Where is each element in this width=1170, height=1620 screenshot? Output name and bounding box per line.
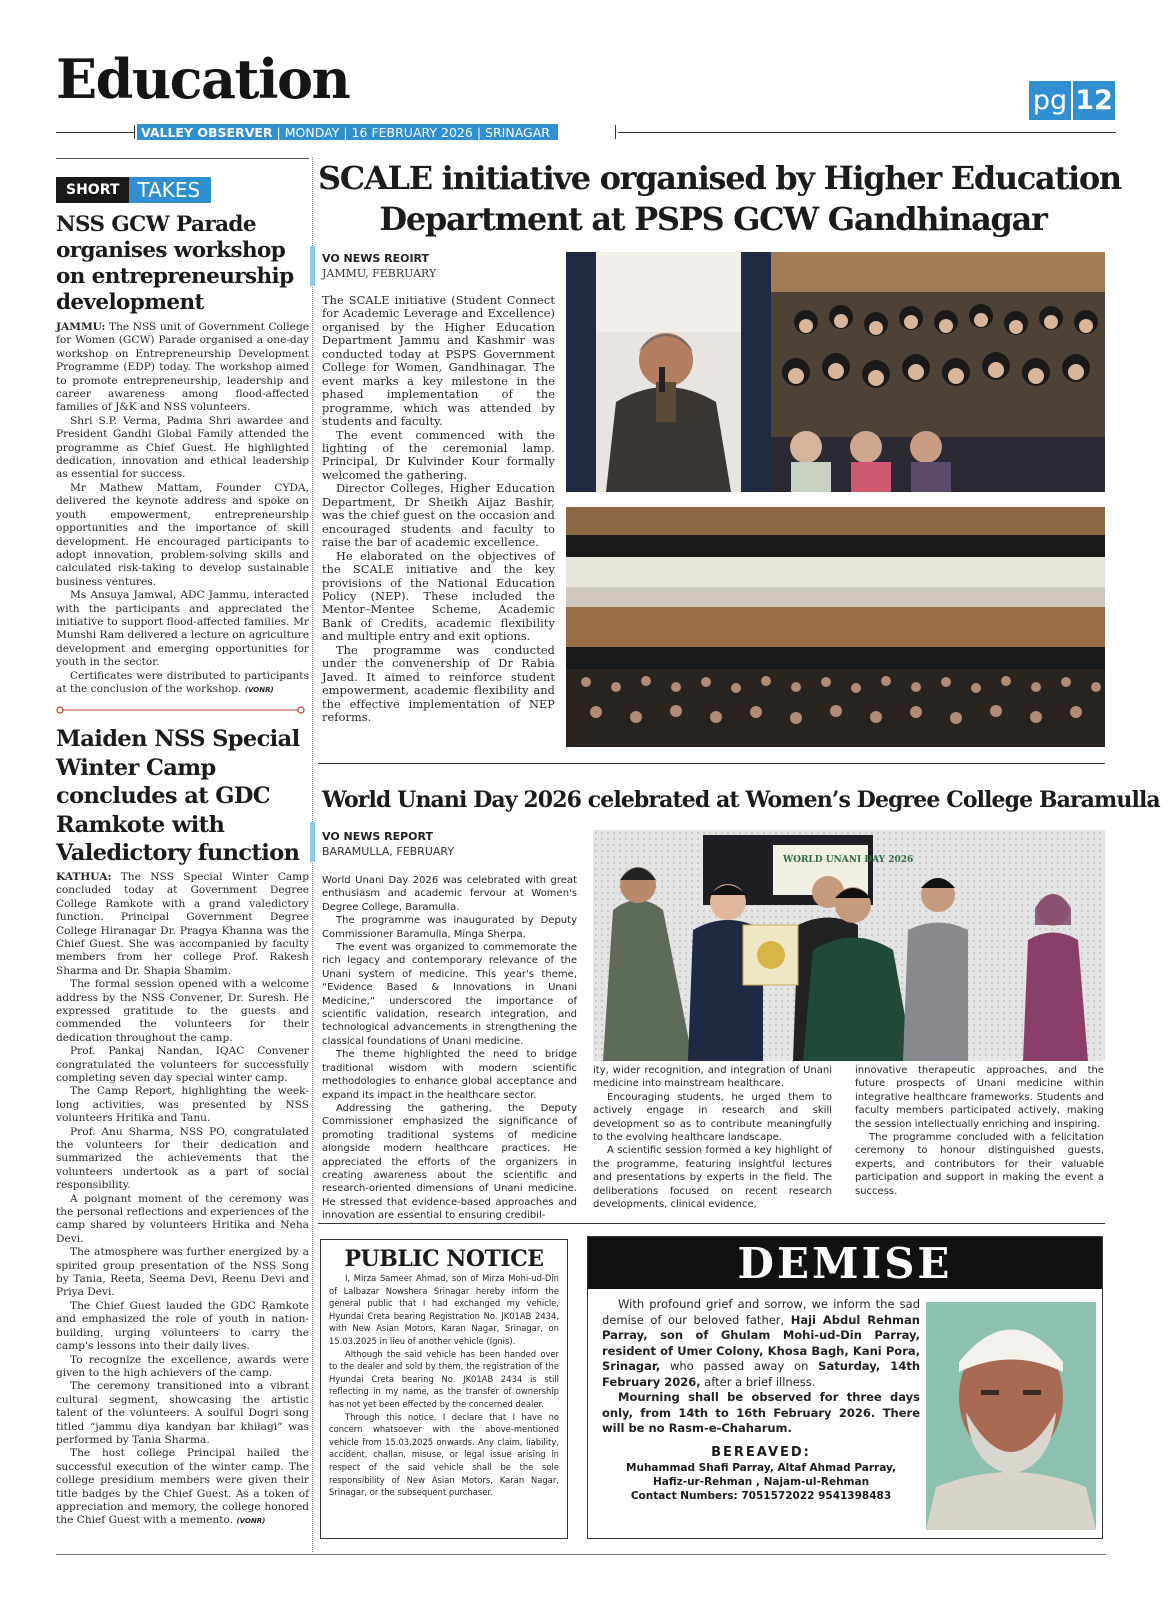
- paragraph: A poignant moment of the ceremony was the personal reflections and experiences of the camp shared by volunteers Hritika and Neha Devi.: [56, 1192, 309, 1245]
- bereaved-label: BEREAVED:: [711, 1444, 811, 1460]
- bereaved-block: [602, 1445, 920, 1503]
- photo-unani-felicitation: [593, 830, 1105, 1061]
- header-rule-tick: [615, 125, 616, 139]
- short-label: SHORT: [56, 177, 129, 203]
- paragraph: The SCALE initiative (Student Connect for Academic Leverage and Excellence) organised by the Higher Education Department Jammu and Kashmir was conducted today at PSPS Government College for Women, Gandhinagar. The event marks a key milestone in the phased implementation of the programme, which was attended by students and faculty.: [322, 294, 555, 429]
- story-dateline: JAMMU:: [56, 321, 106, 333]
- story-headline: NSS GCW Parade organises workshop on entrepreneurship development: [56, 212, 294, 315]
- section-rule: [318, 763, 1105, 764]
- headline-line: Department at PSPS GCW Gandhinagar: [379, 200, 1047, 238]
- column-top-rule: [56, 158, 309, 159]
- short-takes-label: [56, 177, 211, 203]
- unani-story-col1: [322, 874, 577, 1223]
- paragraph: Prof. Anu Sharma, NSS PO, congratulated the volunteers for their dedication and summarized the achievements that the volunteers undertook as a part of social responsibility.: [56, 1125, 309, 1192]
- paragraph: The programme was inaugurated by Deputy Commissioner Baramulla, Minga Sherpa.: [322, 915, 577, 940]
- dateline-city: SRINAGAR: [485, 124, 550, 140]
- dateline-separator: |: [476, 124, 482, 140]
- text-run: who passed away on: [660, 1359, 819, 1373]
- event-photo-speaker: [566, 252, 1105, 492]
- dateline-separator: |: [276, 124, 281, 140]
- unani-story-col3: [855, 1064, 1104, 1198]
- paragraph: The host college Principal hailed the successful execution of the winter camp. The college presidium members were given their title badges by the Chief Guest. As a token of appreciation and memory, the college honored the Chief Guest with a memento.: [56, 1447, 309, 1527]
- paragraph: A scientific session formed a key highlight of the programme, featuring insightful lectures and presentations by experts in the field. The deliberations focused on recent research developments, clinical evidence,: [593, 1145, 832, 1211]
- paragraph: Although the said vehicle has been handed over to the dealer and sold by them, the registration of the Hyundai Creta bearing No. JK01AB 2434 is still reflecting in my name, as the transfer of ownership has not yet been effected by the concerned dealer.: [329, 1348, 559, 1409]
- second-headline: World Unani Day 2026 celebrated at Women’s Degree College Baramulla: [322, 787, 1160, 813]
- story-place: JAMMU, FEBRUARY: [322, 267, 437, 280]
- section-rule: [318, 1223, 1105, 1224]
- page-number-badge: [1029, 81, 1115, 120]
- story-body: [56, 321, 309, 697]
- paragraph: World Unani Day 2026 was celebrated with great enthusiasm and academic fervour at Women's Degree College, Baramulla.: [322, 875, 577, 913]
- page-prefix: pg: [1029, 81, 1071, 120]
- photo-banner-text: WORLD UNANI DAY 2026: [783, 855, 914, 865]
- dateline-day: MONDAY: [284, 124, 340, 140]
- page-bottom-rule: [56, 1554, 1106, 1555]
- photo-speaker-audience: [566, 252, 1105, 492]
- paragraph: The ceremony transitioned into a vibrant cultural segment, showcasing the artistic talent of the volunteers. A soulful Dogri song titled “jammu diya kandyan bar khilagi” was performed by Tania Sharma.: [56, 1380, 309, 1446]
- takes-label: TAKES: [129, 177, 211, 203]
- dateline-date: 16 FEBRUARY 2026: [351, 124, 473, 140]
- story-kicker: VO NEWS REPORT: [322, 830, 433, 843]
- text-run: after a brief illness.: [700, 1374, 816, 1389]
- paragraph: Encouraging students, he urged them to actively engage in research and skill development so as to contribute meaningfully to the evolving healthcare landscape.: [593, 1091, 832, 1144]
- demise-paragraph: [602, 1297, 920, 1390]
- paragraph: The programme concluded with a felicitation ceremony to honour distinguished guests, experts, and contributors for their valuable participation and support in making the event a success.: [855, 1132, 1104, 1197]
- accent-bar: [310, 822, 315, 862]
- bereaved-names: Muhammad Shafi Parray, Altaf Ahmad Parray,: [626, 1461, 896, 1474]
- paragraph: To recognize the excellence, awards were given to the high achievers of the camp.: [56, 1353, 309, 1379]
- paragraph: I, Mirza Sameer Ahmad, son of Mirza Mohi-ud-Din of Lalbazar Nowshera Srinagar hereby inform the general public that I had exchanged my vehicle, Hyundai Creta bearing Registration No. JK01AB 2434, with New Asian Motors, Karan Nagar, Srinagar, on 15.03.2025 in lieu of another vehicle (Ignis).: [329, 1273, 559, 1346]
- text-run: With profound grief and sorrow, we inform the sad demise of our beloved father,: [602, 1297, 920, 1327]
- death-date: Saturday, 14th February 2026,: [602, 1359, 920, 1389]
- story-divider: [56, 705, 305, 715]
- deceased-portrait: [926, 1302, 1096, 1530]
- header-rule-tick: [134, 125, 135, 139]
- story-dateline: KATHUA:: [56, 870, 112, 883]
- main-headline: [318, 158, 1121, 240]
- paragraph: The NSS unit of Government College for Women (GCW) Parade organised a one-day workshop on Entrepreneurship Development Programme (EDP) today. The workshop aimed to promote entrepreneurship, leadership and career awareness among flood-affected families of J&K and NSS volunteers.: [56, 321, 310, 414]
- bereaved-names: Hafiz-ur-Rehman , Najam-ul-Rehman: [652, 1475, 870, 1488]
- left-column-flow: [56, 212, 309, 1529]
- paragraph: innovative therapeutic approaches, and the future prospects of Unani medicine within integrative healthcare frameworks. Students and faculty members participated actively, making the session intellectually enriching and inspiring.: [855, 1065, 1104, 1130]
- section-title: Education: [56, 47, 350, 111]
- demise-left-column: [602, 1297, 920, 1503]
- accent-bar: [310, 246, 315, 286]
- story-body: [56, 871, 309, 1529]
- mourning-notice: Mourning shall be observed for three days only, from 14th to 16th February 2026. There will be no Rasm-e-Chaharum.: [602, 1390, 920, 1435]
- paragraph: The formal session opened with a welcome address by the NSS Convener, Dr. Suresh. He expressed gratitude to the guests and commended the volunteers for their dedication throughout the camp.: [56, 978, 309, 1044]
- paragraph: Mr Mathew Mattam, Founder CYDA, delivered the keynote address and spoke on youth empowerment, entrepreneurship opportunities and the importance of skill development. He encouraged participants to adopt innovation, problem-solving skills and calculated risk-taking to develop sustainable business ventures.: [56, 481, 309, 588]
- paragraph: Shri S.P. Verma, Padma Shri awardee and President Gandhi Global Family attended the programme as Chief Guest. He highlighted dedication, innovation and ethical leadership as essential for success.: [56, 414, 309, 481]
- short-story-nss-winter-camp: [56, 725, 309, 1528]
- event-photo-auditorium: [566, 507, 1105, 747]
- paragraph: ity, wider recognition, and integration of Unani medicine into mainstream healthcare.: [593, 1065, 832, 1090]
- paragraph: The theme highlighted the need to bridge traditional wisdom with modern scientific methodologies to enhance global acceptance and expand its impact in the healthcare sector.: [322, 1049, 577, 1101]
- story-credit: (VONR): [244, 685, 274, 694]
- photo-auditorium: [566, 507, 1105, 747]
- short-story-nss-workshop: [56, 212, 309, 697]
- paragraph: The NSS Special Winter Camp concluded today at Government Degree College Ramkote with a grand valedictory function. Principal Government Degree College Hiranagar Dr. Pragya Khanna was the Chief Guest. She was accompanied by faculty members from her college Prof. Rakesh Sharma and Dr. Shapia Shamim.: [56, 870, 309, 977]
- paragraph: Ms Ansuya Jamwal, ADC Jammu, interacted with the participants and appreciated the initiative to support flood-affected families. Mr Munshi Ram delivered a lecture on agriculture development and emerging opportunities for youth in the sector.: [56, 589, 309, 669]
- paragraph: He elaborated on the objectives of the SCALE initiative and the key provisions of the National Education Policy (NEP). These included the Mentor–Mentee Scheme, Academic Bank of Credits, academic flexibility and multiple entry and exit options.: [322, 549, 555, 644]
- publication-name: VALLEY OBSERVER: [141, 124, 273, 140]
- paragraph: The programme was conducted under the convenership of Dr Rabia Javed. It aimed to reinforce student empowerment, academic flexibility and the effective implementation of NEP reforms.: [322, 643, 555, 725]
- story-headline: Maiden NSS Special Winter Camp concludes at GDC Ramkote with Valedictory function: [56, 726, 300, 867]
- event-photo-unani-day: [593, 830, 1105, 1061]
- main-story-body: [322, 294, 555, 725]
- notice-body: [329, 1272, 559, 1499]
- paragraph: The Chief Guest lauded the GDC Ramkote and emphasized the role of youth in nation-building, urging volunteers to carry the camp's lessons into their daily lives.: [56, 1299, 309, 1353]
- paragraph: Certificates were distributed to participants at the conclusion of the workshop.: [56, 669, 309, 695]
- deceased-name: Haji Abdul Rehman Parray, son of Ghulam Mohi-ud-Din Parray, resident of Umer Colony, Khosa Bagh, Kani Pora, Srinagar,: [602, 1312, 920, 1373]
- dateline-banner: [137, 124, 558, 140]
- demise-title: DEMISE: [588, 1237, 1102, 1289]
- paragraph: The Camp Report, highlighting the week-long activities, was presented by NSS volunteers Hritika and Tanu.: [56, 1085, 309, 1125]
- story-place: BARAMULLA, FEBRUARY: [322, 845, 455, 858]
- story-credit: (VONR): [236, 1517, 266, 1526]
- portrait-photo: [926, 1302, 1096, 1530]
- unani-story-col2: [593, 1064, 832, 1211]
- paragraph: Addressing the gathering, the Deputy Commissioner emphasized the significance of promoting traditional systems of medicine alongside modern healthcare practices. He appreciated the efforts of the organizers in creating awareness about the scientific and research-oriented dimensions of Unani medicine. He stressed that evidence-based approaches and innovation are essential to ensuring credibil-: [322, 1102, 577, 1222]
- demise-body: [602, 1297, 920, 1437]
- paragraph: Through this notice, I declare that I have no concern whatsoever with the above-mentioned vehicle from 15.03.2025 onwards. Any claim, liability, accident, challan, misuse, or legal issue arising in respect of the said vehicle shall be the sole responsibility of New Asian Motors, Karan Nagar, Srinagar, or the subsequent purchaser.: [329, 1411, 559, 1498]
- header-rule-left: [56, 132, 134, 133]
- contact-numbers: Contact Numbers: 7051572022 9541398483: [630, 1489, 892, 1502]
- public-notice: [320, 1239, 568, 1539]
- demise-notice: [587, 1236, 1103, 1539]
- paragraph: Prof. Pankaj Nandan, IQAC Convener congratulated the volunteers for successfully completing seven day special winter camp.: [56, 1045, 309, 1084]
- header-rule-right: [618, 132, 1116, 133]
- paragraph: The event was organized to commemorate the rich legacy and contemporary relevance of the Unani system of medicine. This year's theme, “Evidence Based & Innovations in Unani Medicine,” underscored the importance of scientific validation, research integration, and technological advancements in strengthening the classical foundations of Unani medicine.: [322, 942, 577, 1047]
- story-kicker: VO NEWS REOIRT: [322, 252, 430, 265]
- page-number: 12: [1073, 81, 1115, 120]
- paragraph: Director Colleges, Higher Education Department, Dr Sheikh Aijaz Bashir, was the chief guest on the occasion and encouraged students and faculty to raise the bar of academic excellence.: [322, 482, 555, 550]
- headline-line: SCALE initiative organised by Higher Education: [318, 159, 1121, 197]
- paragraph: The event commenced with the lighting of the ceremonial lamp. Principal, Dr Kulvinder Kour formally welcomed the gathering.: [322, 428, 555, 482]
- dateline-separator: |: [343, 124, 348, 140]
- paragraph: The atmosphere was further energized by a spirited group presentation of the NSS Song by Tania, Reeta, Seema Devi, Reenu Devi and Priya Devi.: [56, 1246, 309, 1299]
- notice-title: PUBLIC NOTICE: [344, 1246, 544, 1272]
